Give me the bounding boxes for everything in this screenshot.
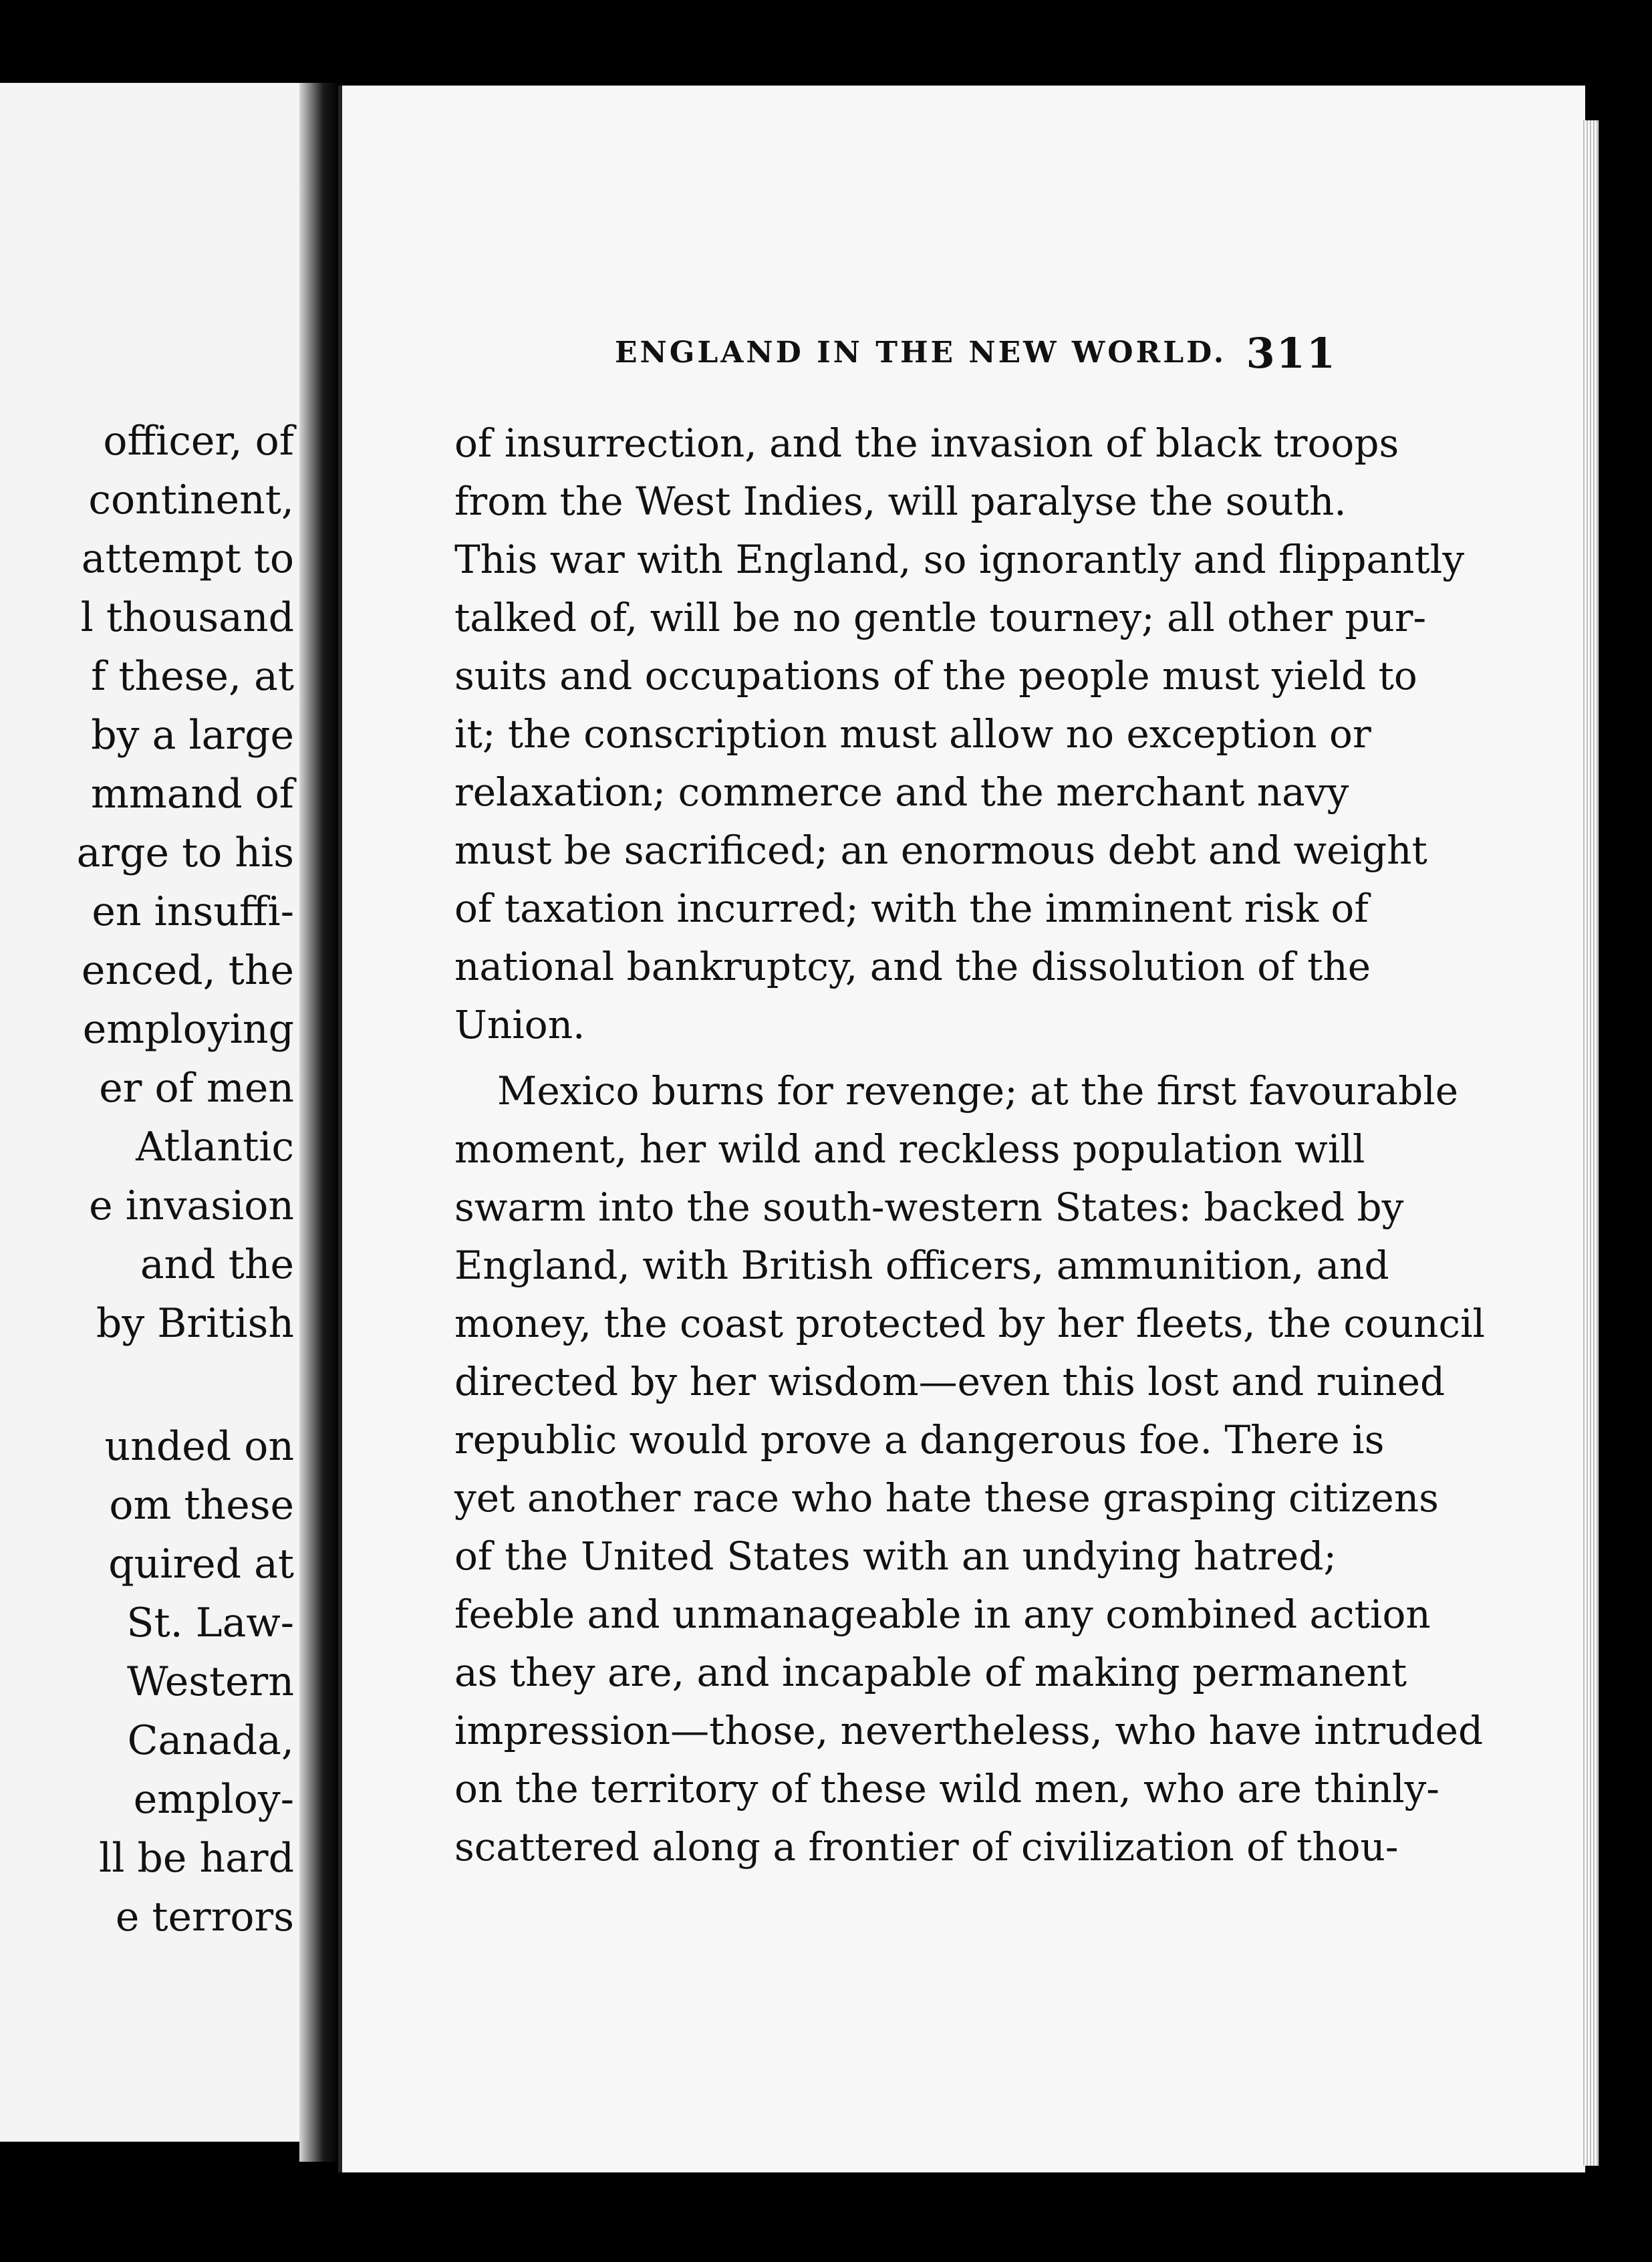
left-page-line: Western [126,1658,294,1705]
running-head-title: ENGLAND IN THE NEW WORLD. [615,336,1227,370]
text-line: swarm into the south-western States: backed by [454,1184,1404,1230]
running-head [615,329,1337,382]
left-page-line: St. Law- [126,1600,294,1646]
text-line: of taxation incurred; with the imminent risk of [454,886,1369,931]
left-page-line: f these, at [91,653,294,700]
left-page-line: enced, the [81,947,294,994]
left-page-line: officer, of [103,418,294,465]
left-page-line: continent, [88,477,294,523]
text-line: This war with England, so ignorantly and flippantly [454,537,1465,582]
paragraph-1 [454,414,1465,1054]
text-line: republic would prove a dangerous foe. There is [454,1417,1385,1463]
left-page-line: er of men [99,1065,294,1112]
text-line: yet another race who hate these grasping citizens [454,1475,1439,1521]
left-facing-page [0,83,319,2142]
left-page-line: quired at [108,1541,294,1588]
text-line: relaxation; commerce and the merchant navy [454,769,1349,815]
text-line: Union. [454,1002,585,1047]
left-page-line: attempt to [81,535,294,582]
text-line: of insurrection, and the invasion of black troops [454,420,1399,466]
page-edges [1581,120,1599,2166]
text-line: from the West Indies, will paralyse the south. [454,479,1347,524]
left-page-line: arge to his [76,830,294,876]
text-line: Mexico burns for revenge; at the first favourable [497,1068,1459,1114]
left-page-line: e invasion [89,1182,294,1229]
page-number: 311 [1246,329,1337,378]
left-page-line: by a large [91,712,294,759]
left-page-line: and the [140,1241,294,1288]
left-page-line: by British [96,1300,294,1347]
body-text [454,414,1486,1876]
left-page-line: ll be hard [99,1835,294,1882]
text-line: must be sacrificed; an enormous debt and weight [454,828,1427,873]
text-line: money, the coast protected by her fleets, the council [454,1301,1486,1346]
left-page-line: en insuffi- [92,888,294,935]
text-line: scattered along a frontier of civilization of thou- [454,1824,1399,1870]
text-line: national bankruptcy, and the dissolution of the [454,944,1371,989]
left-page-line: l thousand [80,594,294,641]
left-page-line: mmand of [90,771,294,818]
text-line: moment, her wild and reckless population will [454,1126,1365,1172]
book-gutter [299,83,339,2162]
left-page-line: unded on [104,1423,294,1470]
left-page-line: Atlantic [136,1124,294,1170]
text-line: talked of, will be no gentle tourney; all other pur- [454,595,1427,640]
text-line: England, with British officers, ammunition, and [454,1243,1389,1288]
left-page-line: employing [82,1006,294,1053]
paragraph-2 [454,1062,1486,1876]
left-page-line: e terrors [115,1894,294,1940]
text-line: impression—those, nevertheless, who have intruded [454,1708,1484,1753]
text-line: suits and occupations of the people must yield to [454,653,1417,699]
text-line: directed by her wisdom—even this lost and ruined [454,1359,1446,1404]
text-line: it; the conscription must allow no exception or [454,711,1371,757]
left-page-line: om these [109,1482,294,1529]
text-line: on the territory of these wild men, who are thinly- [454,1766,1440,1811]
text-line: of the United States with an undying hatred; [454,1533,1337,1579]
text-line: as they are, and incapable of making permanent [454,1650,1407,1695]
text-line: feeble and unmanageable in any combined action [454,1592,1431,1637]
left-page-line: Canada, [127,1717,294,1764]
left-page-line: employ- [133,1776,294,1823]
